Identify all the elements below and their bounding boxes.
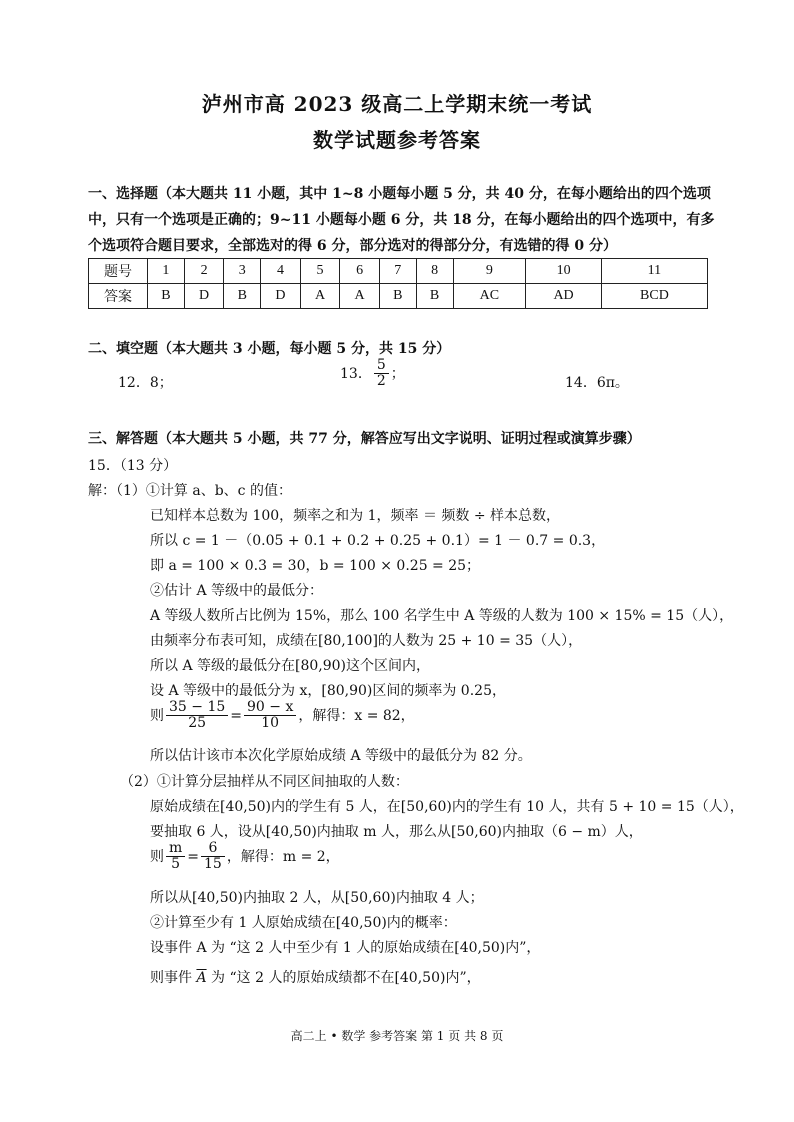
line-suffix: 为 “这 2 人的原始成绩都不在[40,50)内”， — [206, 970, 481, 986]
answer-q12: 12．8； — [118, 375, 173, 391]
table-cell: A — [340, 284, 380, 309]
table-cell: 7 — [379, 259, 416, 284]
table-cell: B — [148, 284, 185, 309]
solution-line: 解：（1）①计算 a、b、c 的值： — [88, 483, 292, 499]
denominator: 10 — [261, 715, 280, 732]
section1-heading-line2: 中，只有一个选项是正确的；9~11 小题每小题 6 分，共 18 分，在每小题给出的四个选项中，有多 — [88, 212, 715, 228]
solution-line: （2）①计算分层抽样从不同区间抽取的人数： — [120, 774, 409, 790]
numerator: m — [166, 841, 185, 857]
fraction — [244, 700, 296, 732]
table-cell: A — [300, 284, 340, 309]
table-cell: 10 — [526, 259, 602, 284]
solution-line: 要抽取 6 人，设从[40,50)内抽取 m 人，那么从[50,60)内抽取（6 − m）人， — [150, 824, 643, 840]
section1-heading-line1: 一、选择题（本大题共 11 小题，其中 1~8 小题每小题 5 分，共 40 分，在每小题给出的四个选项 — [88, 186, 711, 202]
solution-equation-line — [150, 841, 340, 873]
numerator: 35 − 15 — [166, 700, 228, 716]
table-cell: 2 — [184, 259, 224, 284]
line-prefix: 则事件 — [150, 970, 197, 986]
q13-fraction — [374, 358, 389, 390]
table-cell: 5 — [300, 259, 340, 284]
table-cell: D — [184, 284, 224, 309]
fraction — [166, 700, 228, 732]
solution-line: 设事件 A 为 “这 2 人中至少有 1 人的原始成绩在[40,50)内”， — [150, 940, 541, 956]
solution-line: 原始成绩在[40,50)内的学生有 5 人，在[50,60)内的学生有 10 人，共有 5 + 10 = 15（人）， — [150, 799, 744, 815]
fraction — [201, 841, 225, 873]
page-footer: 高二上 • 数学 参考答案 第 1 页 共 8 页 — [290, 1029, 504, 1043]
table-cell: 4 — [261, 259, 301, 284]
q13-prefix: 13． — [340, 365, 372, 382]
table-cell: 1 — [148, 259, 185, 284]
solution-line: 设 A 等级中的最低分为 x，[80,90)区间的频率为 0.25， — [150, 683, 506, 699]
numerator: 6 — [201, 841, 225, 857]
table-cell: B — [416, 284, 453, 309]
solution-line: ②估计 A 等级中的最低分： — [150, 583, 324, 599]
table-cell: BCD — [601, 284, 707, 309]
equation-prefix: 则 — [150, 707, 164, 724]
q13-denominator: 2 — [376, 373, 386, 390]
table-cell: B — [379, 284, 416, 309]
section3-heading: 三、解答题（本大题共 5 小题，共 77 分，解答应写出文字说明、证明过程或演算步骤） — [88, 431, 641, 447]
solution-line: 所以估计该市本次化学原始成绩 A 等级中的最低分为 82 分。 — [150, 748, 532, 764]
fraction — [166, 841, 185, 873]
table-cell: 6 — [340, 259, 380, 284]
section1-heading-line3: 个选项符合题目要求，全部选对的得 6 分，部分选对的得部分分，有选错的得 0 分） — [88, 238, 617, 254]
denominator: 5 — [171, 856, 181, 873]
table-cell: B — [224, 284, 261, 309]
page-title: 泸州市高 2023 级高二上学期末统一考试 — [201, 92, 593, 116]
answer-q13 — [340, 358, 405, 390]
table-cell: 9 — [453, 259, 526, 284]
table-row-numbers — [89, 259, 708, 284]
section2-heading: 二、填空题（本大题共 3 小题，每小题 5 分，共 15 分） — [88, 341, 451, 357]
denominator: 25 — [188, 715, 207, 732]
table-cell: AD — [526, 284, 602, 309]
denominator: 15 — [204, 856, 222, 873]
solution-line: A 等级人数所占比例为 15%，那么 100 名学生中 A 等级的人数为 100 × 15% = 15（人）， — [150, 608, 734, 624]
solution-line: 已知样本总数为 100，频率之和为 1，频率 ＝ 频数 ÷ 样本总数， — [150, 508, 561, 524]
table-cell: D — [261, 284, 301, 309]
q13-numerator: 5 — [374, 358, 389, 374]
answer-table — [88, 258, 708, 309]
event-complement: $\overline{A}$ — [196, 970, 207, 986]
table-cell: 11 — [601, 259, 707, 284]
page-subtitle: 数学试题参考答案 — [313, 128, 481, 152]
equation-prefix: 则 — [150, 848, 164, 865]
question-15-label: 15．（13 分） — [88, 458, 178, 474]
solution-line: 即 a = 100 × 0.3 = 30，b = 100 × 0.25 = 25； — [150, 558, 481, 574]
equals-sign: = — [230, 707, 242, 724]
row-label-answer: 答案 — [89, 284, 148, 309]
solution-line: 所以 A 等级的最低分在[80,90)这个区间内， — [150, 658, 431, 674]
numerator: 90 − x — [244, 700, 296, 716]
answer-q14: 14．6π。 — [565, 375, 629, 391]
table-cell: 8 — [416, 259, 453, 284]
table-cell: AC — [453, 284, 526, 309]
table-row-answers — [89, 284, 708, 309]
row-label-number: 题号 — [89, 259, 148, 284]
equation-suffix: ，解得：x = 82， — [298, 707, 415, 724]
equals-sign: = — [187, 848, 200, 865]
solution-line: 所以从[40,50)内抽取 2 人，从[50,60)内抽取 4 人； — [150, 890, 484, 906]
solution-line: 由频率分布表可知，成绩在[80,100]的人数为 25 + 10 = 35（人）， — [150, 633, 583, 649]
equation-suffix: ，解得：m = 2， — [226, 848, 340, 865]
solution-line: 所以 c = 1 －（0.05 + 0.1 + 0.2 + 0.25 + 0.1）= 1 － 0.7 = 0.3， — [150, 533, 606, 549]
q13-suffix: ； — [390, 365, 405, 382]
table-cell: 3 — [224, 259, 261, 284]
solution-line — [150, 967, 481, 987]
solution-equation-line — [150, 700, 415, 732]
solution-line: ②计算至少有 1 人原始成绩在[40,50)内的概率： — [150, 915, 457, 931]
